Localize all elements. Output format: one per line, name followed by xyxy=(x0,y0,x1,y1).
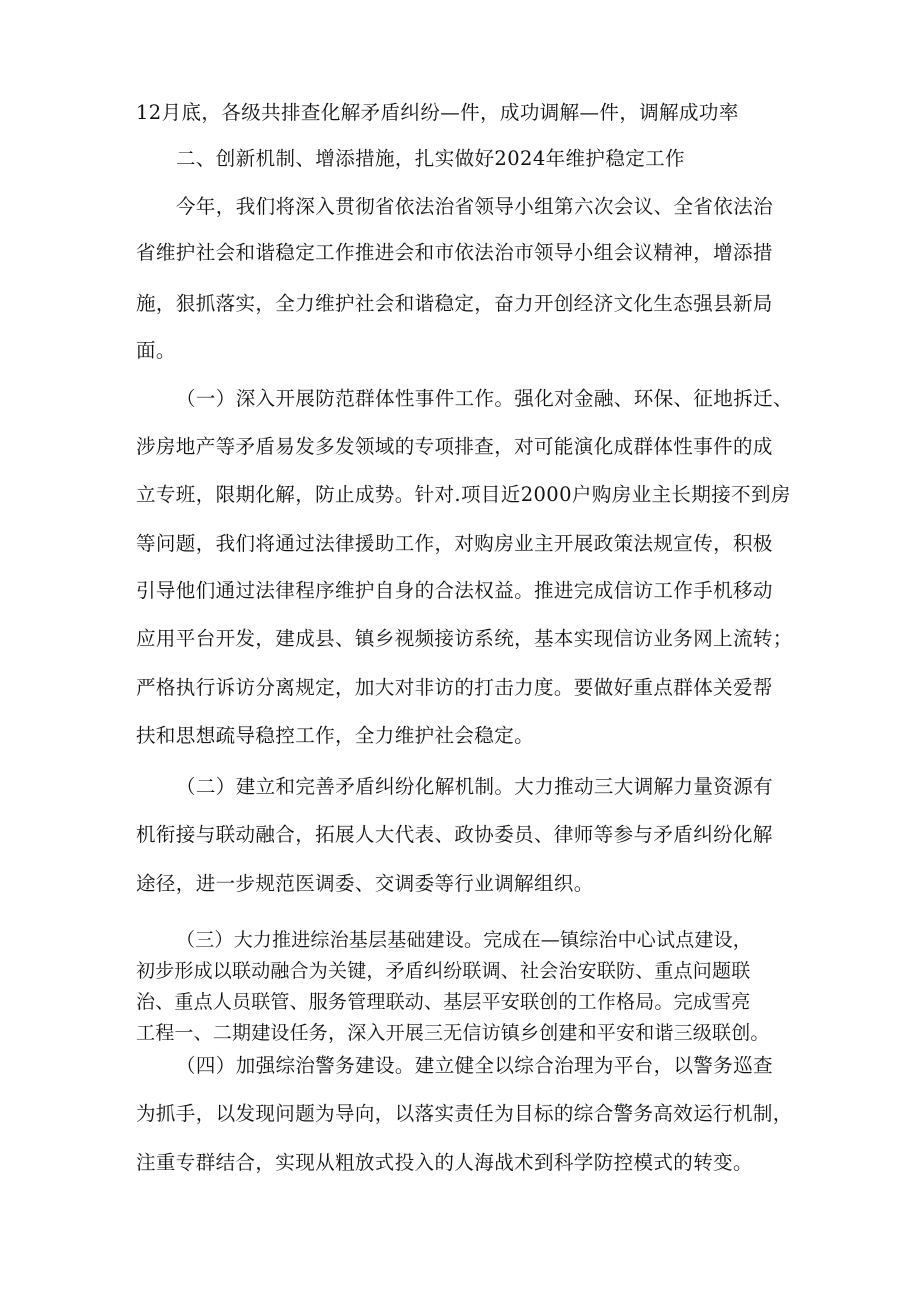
paragraph-line: （二）建立和完善矛盾纠纷化解机制。大力推动三大调解力量资源有 xyxy=(176,775,774,798)
paragraph-line: 立专班，限期化解，防止成势。针对.项目近2000户购房业主长期接不到房 xyxy=(136,483,791,506)
paragraph-line: 工程一、二期建设任务，深入开展三无信访镇乡创建和平安和谐三级联创。 xyxy=(136,1022,770,1044)
paragraph-line: 扶和思想疏导稳控工作，全力维护社会稳定。 xyxy=(136,724,535,747)
paragraph-line: 应用平台开发，建成县、镇乡视频接访系统，基本实现信访业务网上流转； xyxy=(136,627,793,650)
paragraph-line: 施，狠抓落实，全力维护社会和谐稳定，奋力开创经济文化生态强县新局 xyxy=(136,292,773,315)
paragraph-line: （三）大力推进综治基层基础建设。完成在—镇综治中心试点建设， xyxy=(176,929,753,951)
paragraph-line: 为抓手，以发现问题为导向，以落实责任为目标的综合警务高效运行机制， xyxy=(136,1102,793,1125)
paragraph-line: 今年，我们将深入贯彻省依法治省领导小组第六次会议、全省依法治 xyxy=(176,195,774,218)
paragraph-line: 治、重点人员联管、服务管理联动、基层平安联创的工作格局。完成雪亮 xyxy=(136,991,751,1013)
paragraph-line: 等问题，我们将通过法律援助工作，对购房业主开展政策法规宣传，积极 xyxy=(136,532,773,555)
paragraph-line: 涉房地产等矛盾易发多发领域的专项排查，对可能演化成群体性事件的成 xyxy=(136,435,773,458)
paragraph-line: 注重专群结合，实现从粗放式投入的人海战术到科学防控模式的转变。 xyxy=(136,1151,753,1174)
paragraph-line: （一）深入开展防范群体性事件工作。强化对金融、环保、征地拆迁、 xyxy=(176,387,793,410)
paragraph-line: 机衔接与联动融合，拓展人大代表、政协委员、律师等参与矛盾纠纷化解 xyxy=(136,823,773,846)
paragraph-line: 面。 xyxy=(136,339,176,362)
paragraph-line: 严格执行诉访分离规定，加大对非访的打击力度。要做好重点群体关爱帮 xyxy=(136,676,773,699)
paragraph-line: 12月底，各级共排查化解矛盾纠纷—件，成功调解—件，调解成功率 xyxy=(136,101,739,124)
paragraph-line: 初步形成以联动融合为关键，矛盾纠纷联调、社会治安联防、重点问题联 xyxy=(136,960,751,982)
paragraph-line: 引导他们通过法律程序维护自身的合法权益。推进完成信访工作手机移动 xyxy=(136,579,773,602)
paragraph-line: 省维护社会和谐稳定工作推进会和市依法治市领导小组会议精神，增添措 xyxy=(136,241,773,264)
section-heading: 二、创新机制、增添措施，扎实做好2024年维护稳定工作 xyxy=(176,147,685,170)
paragraph-line: 途径，进一步规范医调委、交调委等行业调解组织。 xyxy=(136,872,594,895)
paragraph-line: （四）加强综治警务建设。建立健全以综合治理为平台，以警务巡查 xyxy=(176,1054,774,1077)
